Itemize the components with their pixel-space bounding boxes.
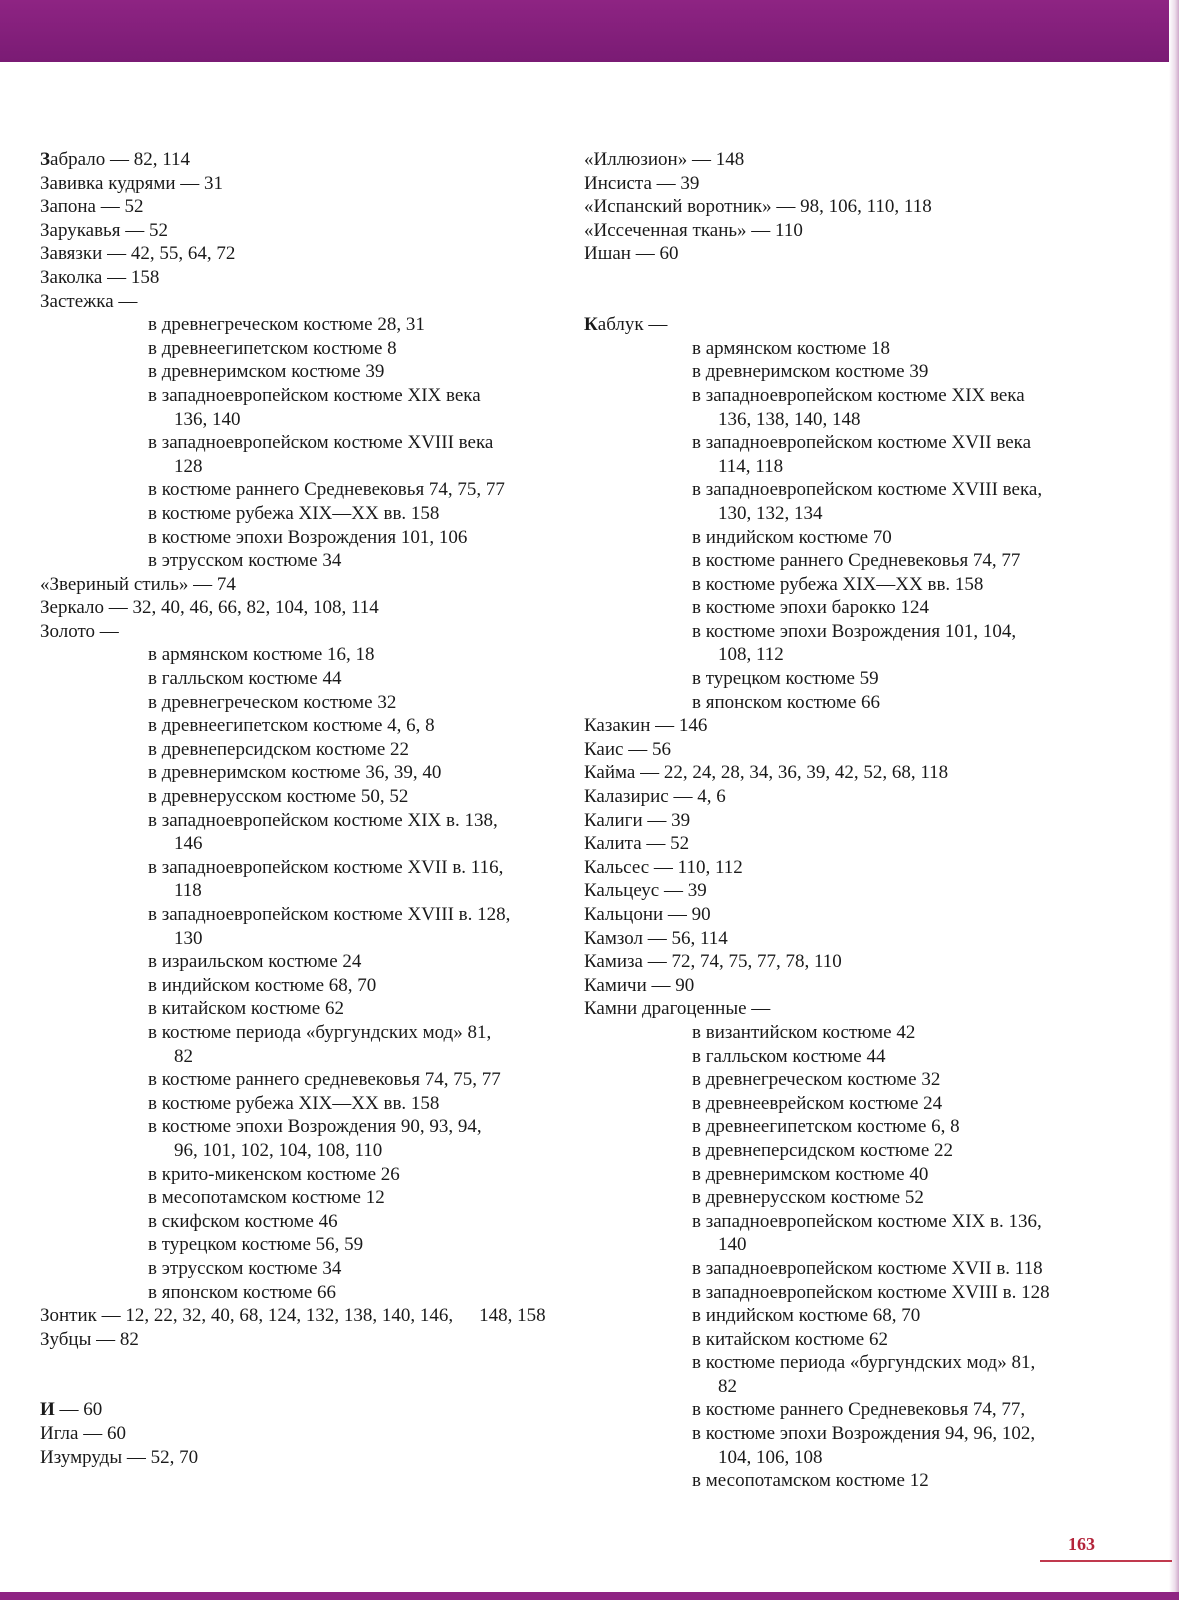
entry-text: в турецком костюме 59 [692, 668, 879, 690]
index-subentry [40, 1021, 570, 1068]
entry-text: Завивка кудрями — 31 [40, 172, 224, 194]
entry-initial-letter: И [40, 1399, 55, 1421]
entry-text: в древнеегипетском костюме 8 [148, 337, 397, 359]
entry-continuation: 96, 101, 102, 104, 108, 110 [174, 1139, 383, 1161]
entry-text: Золото — [40, 620, 119, 642]
entry-text: Зеркало — 32, 40, 46, 66, 82, 104, 108, 114 [40, 597, 379, 619]
index-subentry [40, 761, 570, 785]
entry-text: абрало — 82, 114 [50, 149, 191, 170]
entry-text: в китайском костюме 62 [692, 1328, 888, 1350]
entry-text: в западноевропейском костюме XIX в. 136, [692, 1210, 1042, 1232]
entry-text: в древнееврейском костюме 24 [692, 1092, 943, 1114]
index-subentry [584, 478, 1124, 525]
index-subentry [40, 549, 570, 573]
entry-text: в крито-микенском костюме 26 [148, 1163, 400, 1185]
entry-text: «Испанский воротник» — 98, 106, 110, 118 [584, 196, 932, 218]
index-subentry [584, 431, 1124, 478]
entry-text: в японском костюме 66 [148, 1281, 337, 1303]
entry-initial-letter: З [40, 149, 51, 170]
index-subentry [584, 1092, 1124, 1116]
index-entry [40, 1446, 570, 1470]
entry-text: в византийском костюме 42 [692, 1021, 916, 1043]
entry-text: в костюме раннего Средневековья 74, 77, [692, 1399, 1026, 1421]
entry-text: аблук — [597, 314, 668, 336]
entry-text: Заколка — 158 [40, 266, 160, 288]
index-subentry [40, 714, 570, 738]
index-subentry [584, 1304, 1124, 1328]
index-entry [584, 172, 1124, 196]
entry-text: Кальцони — 90 [584, 904, 711, 925]
index-subentry [584, 549, 1124, 573]
index-subentry [584, 573, 1124, 597]
entry-text: в древнерусском костюме 52 [692, 1187, 924, 1209]
index-subentry [40, 313, 570, 337]
index-subentry [40, 997, 570, 1021]
index-entry [584, 832, 1124, 856]
entry-text: Калиги — 39 [584, 809, 691, 831]
index-entry [584, 974, 1124, 998]
index-subentry [584, 1281, 1124, 1305]
index-entry [584, 738, 1124, 762]
index-entry [584, 856, 1124, 880]
entry-continuation: 148, 158 [479, 1305, 546, 1327]
index-subentry [40, 1092, 570, 1116]
entry-text: в костюме эпохи барокко 124 [692, 597, 929, 619]
entry-text: Калита — 52 [584, 833, 690, 855]
entry-text: в костюме раннего средневековья 74, 75, 77 [148, 1069, 501, 1091]
index-entry [584, 148, 1124, 172]
entry-text: Изумруды — 52, 70 [40, 1446, 199, 1468]
entry-text: в галльском костюме 44 [148, 668, 342, 690]
entry-text: Камни драгоценные — [584, 998, 771, 1020]
index-subentry [40, 431, 570, 478]
entry-text: Завязки — 42, 55, 64, 72 [40, 243, 236, 265]
entry-text: в японском костюме 66 [692, 691, 881, 713]
index-column-right [584, 148, 1124, 1493]
entry-text: в индийском костюме 68, 70 [148, 974, 377, 996]
entry-continuation: 82 [718, 1375, 737, 1397]
index-subentry [584, 1021, 1124, 1045]
entry-text: «Звериный стиль» — 74 [40, 573, 236, 595]
entry-text: Запона — 52 [40, 196, 144, 218]
index-entry [584, 219, 1124, 243]
index-entry [40, 620, 570, 644]
index-subentry [584, 1139, 1124, 1163]
index-subentry [40, 1115, 570, 1162]
entry-continuation: 118 [174, 880, 202, 902]
entry-text: в этрусском костюме 34 [148, 1257, 342, 1279]
entry-text: Кальцеус — 39 [584, 880, 707, 902]
index-entry [40, 290, 570, 314]
index-subentry [584, 1045, 1124, 1069]
index-subentry [40, 360, 570, 384]
entry-text: в месопотамском костюме 12 [148, 1187, 385, 1209]
entry-text: в армянском костюме 18 [692, 337, 891, 359]
index-subentry [584, 667, 1124, 691]
entry-text: в западноевропейском костюме XVIII века, [692, 479, 1043, 501]
index-subentry [584, 526, 1124, 550]
index-subentry [40, 856, 570, 903]
entry-text: Кальсес — 110, 112 [584, 856, 743, 878]
index-entry [40, 1328, 570, 1352]
index-subentry [584, 360, 1124, 384]
index-entry [40, 1398, 570, 1422]
index-entry [584, 761, 1124, 785]
index-entry [584, 242, 1124, 266]
index-subentry [584, 596, 1124, 620]
entry-text: Зубцы — 82 [40, 1328, 139, 1350]
entry-text: в китайском костюме 62 [148, 998, 344, 1020]
index-subentry [584, 1163, 1124, 1187]
entry-text: Игла — 60 [40, 1423, 126, 1445]
index-subentry [40, 903, 570, 950]
entry-continuation: 136, 140 [174, 408, 241, 430]
index-subentry [40, 643, 570, 667]
index-subentry [40, 1186, 570, 1210]
entry-continuation: 136, 138, 140, 148 [718, 408, 861, 430]
index-subentry [584, 1210, 1124, 1257]
index-entry [40, 596, 570, 620]
entry-text: в индийском костюме 68, 70 [692, 1305, 921, 1327]
entry-text: в месопотамском костюме 12 [692, 1470, 929, 1492]
index-entry [584, 714, 1124, 738]
index-subentry [40, 809, 570, 856]
index-entry [584, 195, 1124, 219]
entry-text: «Иллюзион» — 148 [584, 149, 745, 170]
index-entry [40, 1304, 570, 1328]
entry-text: Камзол — 56, 114 [584, 927, 728, 949]
entry-text: в турецком костюме 56, 59 [148, 1234, 364, 1256]
index-subentry [584, 337, 1124, 361]
entry-text: в древнеегипетском костюме 6, 8 [692, 1116, 960, 1138]
index-entry [584, 950, 1124, 974]
entry-text: в израильском костюме 24 [148, 951, 362, 973]
entry-text: в западноевропейском костюме XVII века [692, 432, 1032, 454]
index-subentry [584, 1351, 1124, 1398]
entry-text: в скифском костюме 46 [148, 1210, 338, 1232]
index-subentry [40, 1281, 570, 1305]
entry-text: в армянском костюме 16, 18 [148, 644, 375, 666]
entry-text: в древнегреческом костюме 32 [692, 1069, 941, 1091]
entry-text: в древнеперсидском костюме 22 [148, 738, 409, 760]
entry-text: в этрусском костюме 34 [148, 550, 342, 572]
entry-text: в костюме рубежа XIX—XX вв. 158 [148, 1092, 440, 1114]
index-entry [40, 195, 570, 219]
entry-text: в костюме рубежа XIX—XX вв. 158 [692, 573, 984, 595]
entry-continuation: 128 [174, 455, 203, 477]
index-column-left [40, 148, 570, 1469]
entry-text: в древнеримском костюме 39 [148, 361, 385, 383]
entry-text: Кайма — 22, 24, 28, 34, 36, 39, 42, 52, 68, 118 [584, 762, 949, 784]
index-subentry [40, 1163, 570, 1187]
entry-text: в древнеримском костюме 40 [692, 1163, 929, 1185]
index-subentry [584, 1186, 1124, 1210]
bottom-color-band [0, 1592, 1179, 1600]
entry-text: в костюме эпохи Возрождения 101, 106 [148, 526, 468, 548]
index-subentry [40, 384, 570, 431]
entry-text: в древнерусском костюме 50, 52 [148, 786, 409, 808]
index-subentry [40, 526, 570, 550]
index-subentry [584, 1328, 1124, 1352]
entry-text: в древнегреческом костюме 28, 31 [148, 314, 425, 336]
entry-text: Ишан — 60 [584, 243, 679, 265]
index-entry [40, 172, 570, 196]
index-entry [584, 879, 1124, 903]
index-subentry [584, 1257, 1124, 1281]
index-entry [40, 242, 570, 266]
index-subentry [40, 1257, 570, 1281]
entry-text: Камиза — 72, 74, 75, 77, 78, 110 [584, 951, 842, 973]
entry-initial-letter: К [584, 314, 598, 336]
index-subentry [584, 691, 1124, 715]
index-subentry [40, 478, 570, 502]
entry-continuation: 130 [174, 927, 203, 949]
entry-continuation: 146 [174, 833, 203, 855]
entry-text: Зонтик — 12, 22, 32, 40, 68, 124, 132, 138, 140, 146, [40, 1305, 454, 1327]
entry-text: — 60 [54, 1399, 103, 1421]
entry-text: в индийском костюме 70 [692, 526, 892, 548]
index-entry [584, 903, 1124, 927]
entry-continuation: 140 [718, 1234, 747, 1256]
index-subentry [40, 502, 570, 526]
index-subentry [584, 384, 1124, 431]
entry-continuation: 108, 112 [718, 644, 784, 666]
entry-continuation: 114, 118 [718, 455, 784, 477]
entry-text: в костюме раннего Средневековья 74, 77 [692, 550, 1021, 572]
index-entry [40, 219, 570, 243]
index-entry [584, 997, 1124, 1021]
index-entry [584, 785, 1124, 809]
index-entry [584, 927, 1124, 951]
entry-continuation: 82 [174, 1045, 193, 1067]
entry-text: в западноевропейском костюме XVII в. 118 [692, 1257, 1043, 1279]
index-subentry [40, 785, 570, 809]
entry-text: Каис — 56 [584, 738, 671, 760]
index-entry [40, 148, 570, 172]
entry-text: в западноевропейском костюме XVIII в. 128 [692, 1281, 1050, 1303]
top-color-band [0, 0, 1179, 62]
entry-text: в древнеперсидском костюме 22 [692, 1139, 953, 1161]
entry-text: в костюме эпохи Возрождения 94, 96, 102, [692, 1423, 1036, 1445]
right-page-edge [1169, 0, 1179, 1600]
entry-text: Камичи — 90 [584, 974, 695, 996]
index-subentry [40, 1233, 570, 1257]
entry-text: Казакин — 146 [584, 715, 708, 737]
entry-text: «Иссеченная ткань» — 110 [584, 219, 803, 241]
entry-text: в костюме периода «бургундских мод» 81, [692, 1352, 1036, 1374]
entry-text: в костюме эпохи Возрождения 101, 104, [692, 620, 1017, 642]
index-subentry [40, 337, 570, 361]
index-subentry [584, 1398, 1124, 1422]
index-subentry [584, 1115, 1124, 1139]
entry-text: Калазирис — 4, 6 [584, 786, 726, 808]
entry-text: в западноевропейском костюме XIX века [692, 384, 1025, 406]
entry-text: в галльском костюме 44 [692, 1045, 886, 1067]
index-subentry [40, 1068, 570, 1092]
entry-text: Инсиста — 39 [584, 172, 700, 194]
index-subentry [40, 691, 570, 715]
index-entry [40, 1422, 570, 1446]
entry-text: в западноевропейском костюме XVIII века [148, 432, 494, 454]
entry-continuation: 104, 106, 108 [718, 1446, 823, 1468]
index-subentry [584, 1068, 1124, 1092]
entry-text: в древнеримском костюме 36, 39, 40 [148, 762, 442, 784]
index-subentry [40, 1210, 570, 1234]
index-entry [40, 573, 570, 597]
entry-continuation: 130, 132, 134 [718, 502, 823, 524]
entry-text: в древнегреческом костюме 32 [148, 691, 397, 713]
index-subentry [40, 950, 570, 974]
index-entry [584, 313, 1124, 337]
index-subentry [584, 1469, 1124, 1493]
index-subentry [584, 1422, 1124, 1469]
entry-text: в древнеримском костюме 39 [692, 361, 929, 383]
index-subentry [40, 738, 570, 762]
page-number-rule [1040, 1560, 1172, 1562]
index-subentry [584, 620, 1124, 667]
entry-text: в западноевропейском костюме XIX века [148, 384, 481, 406]
entry-text: Застежка — [40, 290, 138, 312]
index-entry [584, 809, 1124, 833]
entry-text: в костюме рубежа XIX—XX вв. 158 [148, 502, 440, 524]
index-subentry [40, 974, 570, 998]
entry-text: в западноевропейском костюме XVIII в. 128, [148, 904, 511, 925]
entry-text: в западноевропейском костюме XIX в. 138, [148, 809, 498, 831]
entry-text: в западноевропейском костюме XVII в. 116, [148, 856, 504, 878]
entry-text: в древнеегипетском костюме 4, 6, 8 [148, 715, 435, 737]
entry-text: в костюме раннего Средневековья 74, 75, 77 [148, 479, 505, 501]
entry-text: Зарукавья — 52 [40, 219, 168, 241]
index-subentry [40, 667, 570, 691]
index-entry [40, 266, 570, 290]
page-number: 163 [1068, 1534, 1095, 1554]
entry-text: в костюме эпохи Возрождения 90, 93, 94, [148, 1116, 482, 1138]
entry-text: в костюме периода «бургундских мод» 81, [148, 1021, 492, 1043]
